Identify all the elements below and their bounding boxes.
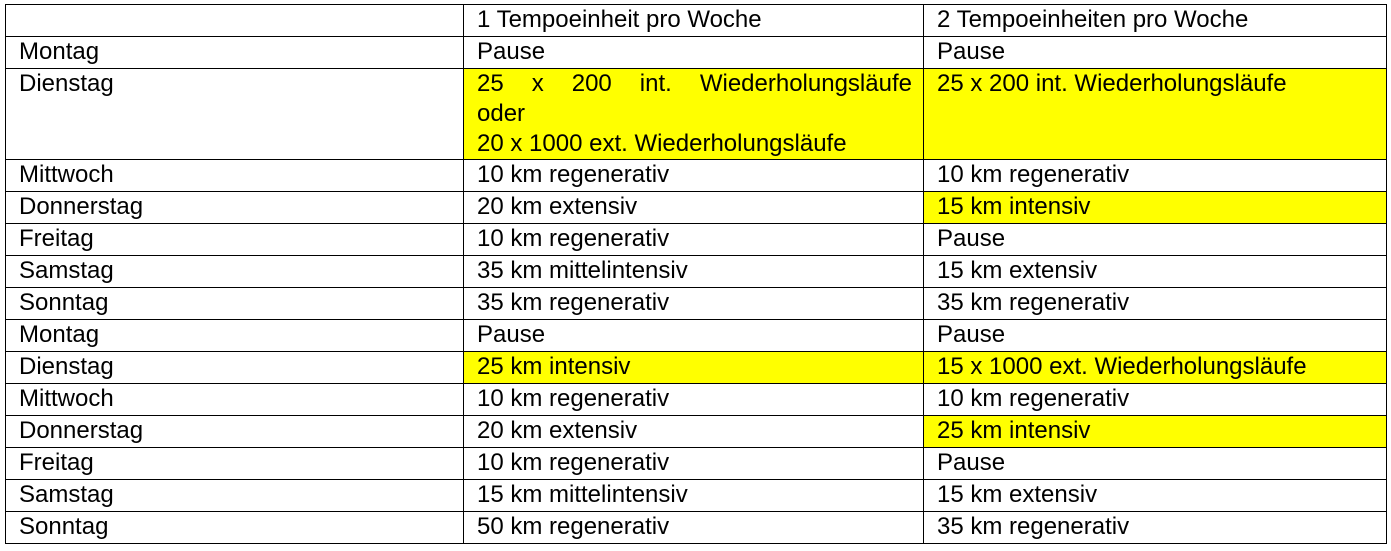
day-cell: Samstag — [6, 256, 464, 288]
two-tempo-cell — [924, 192, 1387, 224]
one-tempo-cell — [464, 224, 924, 256]
one-tempo-cell — [464, 37, 924, 69]
day-cell: Mittwoch — [6, 384, 464, 416]
cell-line: 25 x 200 int. Wiederholungsläufe — [937, 70, 1287, 97]
cell-word: 200 — [571, 70, 612, 97]
one-tempo-cell — [464, 192, 924, 224]
one-tempo-cell — [464, 448, 924, 480]
cell-line: oder — [477, 100, 526, 127]
two-tempo-cell — [924, 224, 1387, 256]
cell-line: 10 km regenerativ — [937, 385, 1130, 412]
one-tempo-cell — [464, 69, 924, 160]
cell-word: x — [531, 70, 544, 97]
cell-line: 15 km extensiv — [937, 257, 1098, 284]
table-row — [6, 192, 1387, 224]
cell-line: 50 km regenerativ — [477, 513, 670, 540]
cell-line: 15 km mittelintensiv — [477, 481, 688, 508]
two-tempo-cell — [924, 352, 1387, 384]
day-cell: Montag — [6, 320, 464, 352]
day-cell: Sonntag — [6, 512, 464, 544]
cell-line: 35 km mittelintensiv — [477, 257, 688, 284]
cell-word: 25 — [477, 70, 504, 97]
cell-word: Wiederholungsläufe — [699, 70, 912, 97]
cell-line: Pause — [937, 38, 1006, 65]
table-row — [6, 416, 1387, 448]
table-row — [6, 69, 1387, 160]
two-tempo-cell — [924, 448, 1387, 480]
one-tempo-cell — [464, 512, 924, 544]
one-tempo-cell — [464, 160, 924, 192]
cell-line: 15 km intensiv — [937, 193, 1091, 220]
cell-line: 25 km intensiv — [477, 353, 631, 380]
two-tempo-cell — [924, 256, 1387, 288]
cell-line: 35 km regenerativ — [937, 289, 1130, 316]
cell-line: Pause — [937, 225, 1006, 252]
cell-line: 10 km regenerativ — [477, 385, 670, 412]
cell-line: 10 km regenerativ — [477, 161, 670, 188]
one-tempo-cell — [464, 320, 924, 352]
day-cell: Freitag — [6, 224, 464, 256]
cell-line: 10 km regenerativ — [477, 449, 670, 476]
one-tempo-cell — [464, 384, 924, 416]
table-row — [6, 288, 1387, 320]
table-header-row — [6, 5, 1387, 37]
two-tempo-cell — [924, 320, 1387, 352]
table-row — [6, 37, 1387, 69]
table-body — [6, 37, 1387, 544]
cell-line: Pause — [937, 321, 1006, 348]
table-row — [6, 256, 1387, 288]
two-tempo-cell — [924, 69, 1387, 160]
one-tempo-cell — [464, 480, 924, 512]
table-row — [6, 480, 1387, 512]
cell-line: Pause — [477, 38, 546, 65]
cell-line: 10 km regenerativ — [937, 161, 1130, 188]
header-day-cell — [6, 5, 464, 37]
cell-line: Pause — [477, 321, 546, 348]
one-tempo-cell — [464, 352, 924, 384]
table-row — [6, 224, 1387, 256]
cell-line: 35 km regenerativ — [477, 289, 670, 316]
day-cell: Samstag — [6, 480, 464, 512]
one-tempo-cell — [464, 288, 924, 320]
day-cell: Sonntag — [6, 288, 464, 320]
header-two-tempo-cell: 2 Tempoeinheiten pro Woche — [924, 5, 1387, 37]
cell-word: int. — [639, 70, 672, 97]
day-cell: Freitag — [6, 448, 464, 480]
two-tempo-cell — [924, 37, 1387, 69]
two-tempo-cell — [924, 512, 1387, 544]
table-row — [6, 352, 1387, 384]
day-cell: Donnerstag — [6, 416, 464, 448]
one-tempo-cell — [464, 416, 924, 448]
day-cell: Montag — [6, 37, 464, 69]
table-row — [6, 384, 1387, 416]
cell-line: Pause — [937, 449, 1006, 476]
two-tempo-cell — [924, 384, 1387, 416]
cell-line: 25 km intensiv — [937, 417, 1091, 444]
day-cell: Dienstag — [6, 69, 464, 160]
day-cell: Dienstag — [6, 352, 464, 384]
training-plan-table — [5, 4, 1387, 544]
two-tempo-cell — [924, 288, 1387, 320]
two-tempo-cell — [924, 416, 1387, 448]
cell-line: 15 x 1000 ext. Wiederholungsläufe — [937, 353, 1307, 380]
day-cell: Donnerstag — [6, 192, 464, 224]
cell-line: 35 km regenerativ — [937, 513, 1130, 540]
two-tempo-cell — [924, 160, 1387, 192]
two-tempo-cell — [924, 480, 1387, 512]
cell-line: 20 km extensiv — [477, 193, 638, 220]
one-tempo-cell — [464, 256, 924, 288]
cell-line — [477, 69, 923, 99]
cell-line: 15 km extensiv — [937, 481, 1098, 508]
cell-line: 20 km extensiv — [477, 417, 638, 444]
cell-line: 10 km regenerativ — [477, 225, 670, 252]
day-cell: Mittwoch — [6, 160, 464, 192]
cell-line: 20 x 1000 ext. Wiederholungsläufe — [477, 130, 847, 157]
header-one-tempo-cell: 1 Tempoeinheit pro Woche — [464, 5, 924, 37]
table-row — [6, 320, 1387, 352]
table-row — [6, 448, 1387, 480]
table-row — [6, 512, 1387, 544]
table-row — [6, 160, 1387, 192]
